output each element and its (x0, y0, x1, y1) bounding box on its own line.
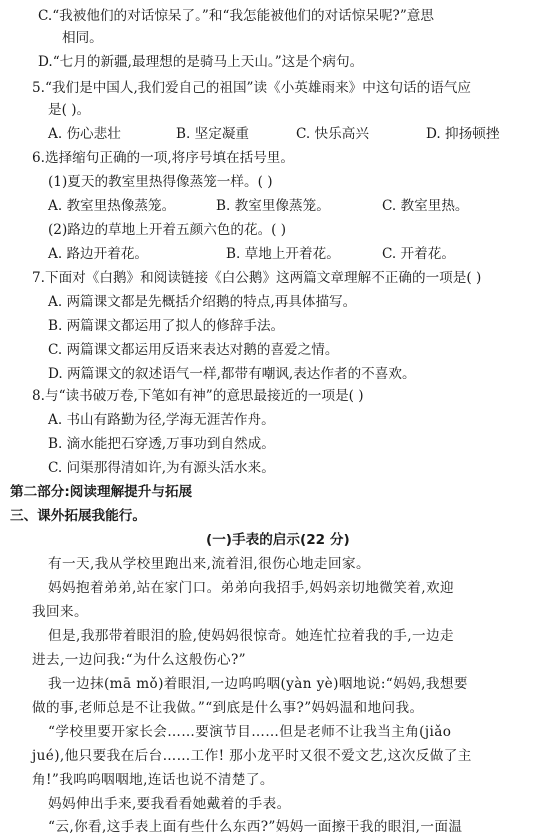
q6-sub1-option-c: C. 教室里热。 (382, 198, 469, 214)
q7-option-b: B. 两篇课文都运用了拟人的修辞手法。 (48, 318, 285, 334)
q5-option-d: D. 抑扬顿挫 (426, 126, 500, 142)
q4-option-c: C.“我被他们的对话惊呆了。”和“我怎能被他们的对话惊呆呢?”意思 (38, 8, 434, 24)
article-paragraph-6-line-1: 妈妈伸出手来,要我看看她戴着的手表。 (48, 796, 291, 812)
article-paragraph-3-line-2: 进去,一边问我:“为什么这般伤心?” (32, 652, 247, 668)
article-paragraph-5-line-2: jué),他只要我在后台……工作! 那小龙平时又很不爱文艺,这次反做了主 (32, 748, 472, 764)
q6-sub2-option-b: B. 草地上开着花。 (226, 246, 340, 262)
q4-option-d: D.“七月的新疆,最理想的是骑马上天山。”这是个病句。 (38, 54, 364, 70)
section-heading: 三、课外拓展我能行。 (10, 508, 146, 524)
q5-option-c: C. 快乐高兴 (296, 126, 369, 142)
q7-option-a: A. 两篇课文都是先概括介绍鹅的特点,再具体描写。 (48, 294, 357, 310)
q6-sub2-option-a: A. 路边开着花。 (48, 246, 149, 262)
q8-option-b: B. 滴水能把石穿透,万事功到自然成。 (48, 436, 275, 452)
article-title: (一)手表的启示(22 分) (206, 532, 350, 548)
q5-option-a: A. 伤心悲壮 (48, 126, 121, 142)
q8-stem: 8.与“读书破万卷,下笔如有神”的意思最接近的一项是( ) (32, 388, 364, 404)
q8-option-c: C. 问渠那得清如许,为有源头活水来。 (48, 460, 275, 476)
q5-stem-continued: 是( )。 (48, 102, 91, 118)
article-paragraph-4-line-1: 我一边抹(mā mǒ)着眼泪,一边呜呜咽(yàn yè)咽地说:“妈妈,我想要 (48, 676, 468, 692)
article-paragraph-5-line-1: “学校里要开家长会……要演节目……但是老师不让我当主角(jiǎo (48, 724, 452, 740)
q8-option-a: A. 书山有路勤为径,学海无涯苦作舟。 (48, 412, 275, 428)
q5-stem: 5.“我们是中国人,我们爱自己的祖国”读《小英雄雨来》中这句话的语气应 (32, 80, 472, 96)
q6-sub1: (1)夏天的教室里热得像蒸笼一样。( ) (48, 174, 273, 190)
q4-option-c-continued: 相同。 (62, 30, 103, 46)
q7-option-d: D. 两篇课文的叙述语气一样,都带有嘲讽,表达作者的不喜欢。 (48, 366, 416, 382)
article-paragraph-7-line-1: “云,你看,这手表上面有些什么东西?”妈妈一面擦干我的眼泪,一面温 (48, 819, 463, 835)
q6-sub2: (2)路边的草地上开着五颜六色的花。( ) (48, 222, 287, 238)
q6-sub1-option-b: B. 教室里像蒸笼。 (216, 198, 330, 214)
article-paragraph-3-line-1: 但是,我那带着眼泪的脸,使妈妈很惊奇。她连忙拉着我的手,一边走 (48, 628, 454, 644)
q6-stem: 6.选择缩句正确的一项,将序号填在括号里。 (32, 150, 294, 166)
article-paragraph-2-line-1: 妈妈抱着弟弟,站在家门口。弟弟向我招手,妈妈亲切地微笑着,欢迎 (48, 580, 454, 596)
q5-option-b: B. 坚定凝重 (176, 126, 250, 142)
q6-sub2-option-c: C. 开着花。 (382, 246, 455, 262)
article-paragraph-2-line-2: 我回来。 (32, 604, 88, 620)
q7-stem: 7.下面对《白鹅》和阅读链接《白公鹅》这两篇文章理解不正确的一项是( ) (32, 270, 482, 286)
article-paragraph-5-line-3: 角!”我呜呜咽咽地,连话也说不清楚了。 (32, 772, 274, 788)
q7-option-c: C. 两篇课文都运用反语来表达对鹅的喜爱之情。 (48, 342, 339, 358)
article-paragraph-4-line-2: 做的事,老师总是不让我做。”“到底是什么事?”妈妈温和地问我。 (32, 700, 424, 716)
article-paragraph-1-line-1: 有一天,我从学校里跑出来,流着泪,很伤心地走回家。 (48, 556, 371, 572)
q6-sub1-option-a: A. 教室里热像蒸笼。 (48, 198, 176, 214)
part2-heading: 第二部分:阅读理解提升与拓展 (10, 484, 193, 500)
